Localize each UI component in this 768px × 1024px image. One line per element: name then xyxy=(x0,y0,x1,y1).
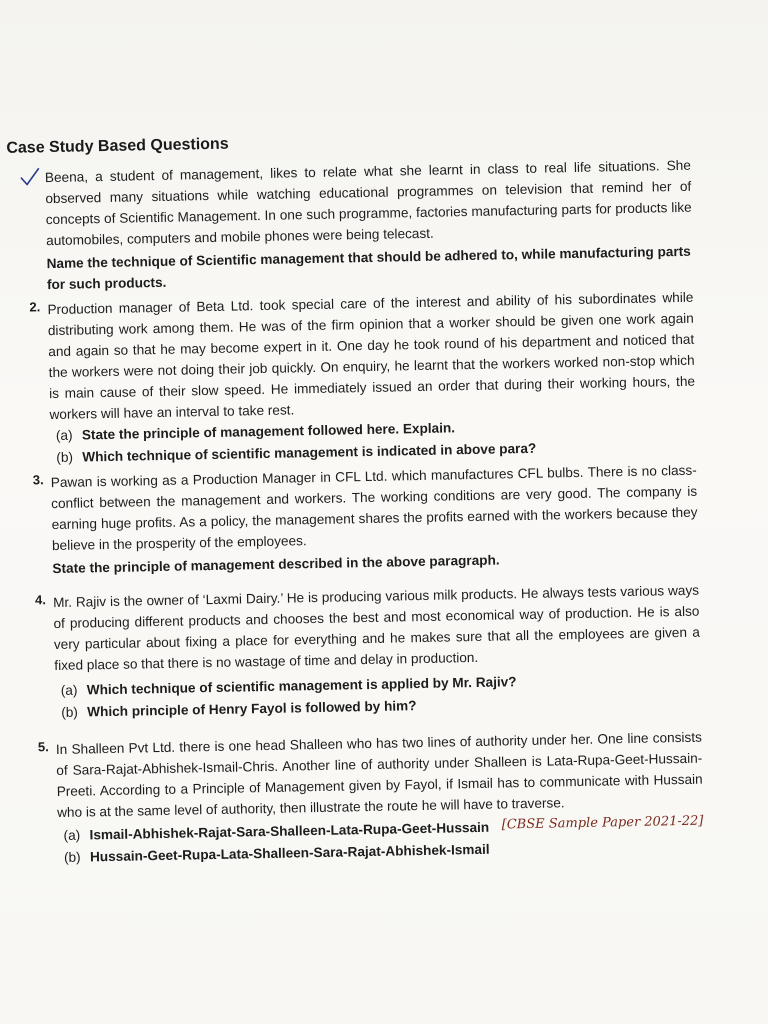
sub-question-text: Which technique of scientific management is applied by Mr. Rajiv? xyxy=(86,674,517,698)
sub-question-text: Hussain-Geet-Rupa-Lata-Shalleen-Sara-Rajat-Abhishek-Ismail xyxy=(89,841,490,865)
sub-question-label: (a) xyxy=(55,427,73,443)
question-2 xyxy=(3,287,696,470)
question-text: Production manager of Beta Ltd. took special care of the interest and ability of his subordinates while distributing work among them. He was of the firm opinion that a worker should be given one work again and again so that he may become expert in it. One day he took round of his department and noticed that the workers were not doing their job quickly. On enquiry, he learnt that the workers worked non-stop which is main cause of their slow speed. He immediately issued an order that during their working hours, the workers will have an interval to take rest. xyxy=(47,289,696,423)
question-number: 5. xyxy=(37,739,49,755)
sub-question-label: (b) xyxy=(56,449,74,465)
question-4 xyxy=(9,580,701,725)
question-number: 4. xyxy=(34,592,47,608)
question-prompt: Name the technique of Scientific management that should be adhered to, while manufacturing parts for such products. xyxy=(46,243,691,293)
question-number: 2. xyxy=(29,299,41,315)
question-text-body: In Shalleen Pvt Ltd. there is one head Shalleen who has two lines of authority under her. One line consists of Sara-Rajat-Abhishek-Ismail-Chris. Another line of authority under Shalleen is Lata-Rupa-Geet-Hussain-Preeti. According to a Principle of Management given by Fayol, if Ismail has to communicate with Hussain who is at the same level of authority, then illustrate the route he will have to traverse. xyxy=(55,729,703,821)
sub-question-label: (b) xyxy=(63,849,81,865)
question-text: Beena, a student of management, likes to relate what she learnt in class to real life situations. She observed many situations while watching educational programmes on television that remind her of concepts of Scientific Management. In one such programme, factories manufacturing parts for products like automobiles, computers and mobile phones were being telecast. xyxy=(44,157,692,249)
question-prompt: State the principle of management described in the above paragraph. xyxy=(52,552,500,577)
sub-question-label: (a) xyxy=(60,682,78,698)
question-5 xyxy=(12,727,704,870)
question-1 xyxy=(1,155,693,296)
sub-question-text: Which technique of scientific management is indicated in above para? xyxy=(82,440,537,465)
question-number: 3. xyxy=(32,472,44,488)
sub-question-label: (a) xyxy=(63,827,81,843)
question-text: Pawan is working as a Production Manager in CFL Ltd. which manufactures CFL bulbs. There is no class-conflict between the management and workers. The working conditions are very good. The company is earning huge profits. As a policy, the management shares the profits earned with the workers because they believe in the prosperity of the employees. xyxy=(50,462,698,554)
sub-question-text: Ismail-Abhishek-Rajat-Sara-Shalleen-Lata-Rupa-Geet-Hussain xyxy=(89,819,490,843)
sub-question-text: State the principle of management followed here. Explain. xyxy=(81,420,456,443)
question-sheet xyxy=(0,113,768,865)
sub-question-text: Which principle of Henry Fayol is followed by him? xyxy=(87,698,417,720)
question-3 xyxy=(7,460,699,580)
source-reference: [CBSE Sample Paper 2021-22] xyxy=(501,813,704,833)
sub-question-label: (b) xyxy=(61,704,78,720)
question-text: Mr. Rajiv is the owner of ‘Laxmi Dairy.’ He is producing various milk products. He always tests various ways of producing different products and chooses the best and most economical way of production. He is also very particular about fixing a place for everything and he makes sure that all the employees are given a fixed place so that there is no wastage of time and delay in production. xyxy=(52,582,700,674)
section-heading: Case Study Based Questions xyxy=(6,135,229,157)
